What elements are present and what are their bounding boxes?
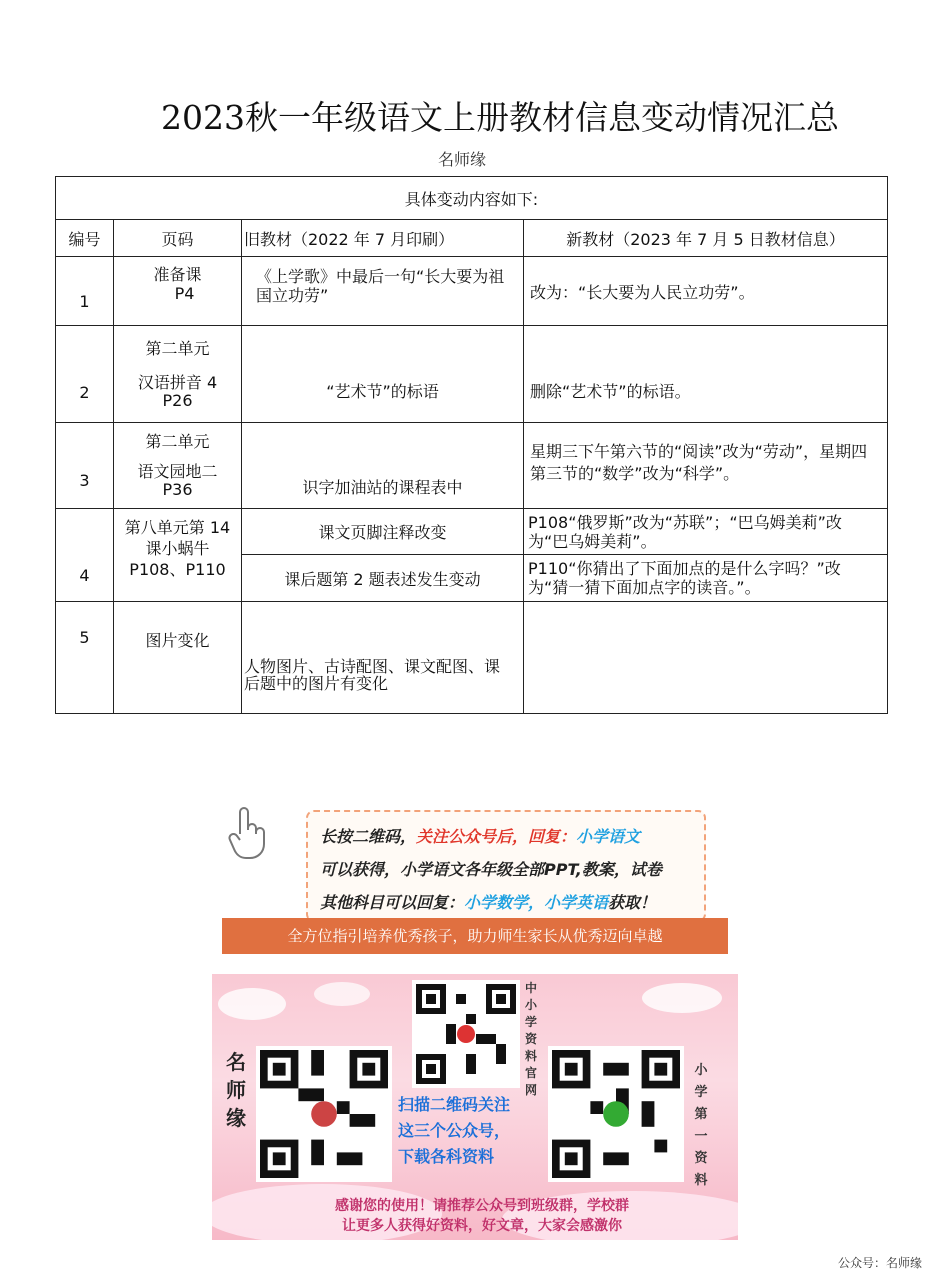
promo-bubble <box>306 810 706 922</box>
scan-instructions <box>398 1092 510 1170</box>
row-no: 3 <box>56 423 114 509</box>
row-page-line: 第二单元 <box>145 432 210 451</box>
row-page-line: P108、P110 <box>129 560 226 579</box>
row-old: 《上学歌》中最后一句“长大要为祖国立功劳” <box>242 257 524 326</box>
row-old: 课文页脚注释改变 <box>242 509 524 555</box>
header-old: 旧教材（2022 年 7 月印刷） <box>242 220 524 257</box>
changes-table <box>55 176 888 714</box>
header-no: 编号 <box>56 220 114 257</box>
row-new: 星期三下午第六节的“阅读”改为“劳动”，星期四第三节的“数学”改为“科学”。 <box>524 423 888 509</box>
thanks-line: 感谢您的使用！请推荐公众号到班级群，学校群 <box>335 1198 629 1214</box>
table-row <box>56 602 888 714</box>
row-page: 图片变化 <box>114 602 242 714</box>
qr-code-right[interactable] <box>548 1046 684 1182</box>
page-title: 2023秋一年级语文上册教材信息变动情况汇总 <box>161 98 839 137</box>
row-page-line: P26 <box>162 391 193 410</box>
row-page-line: 第八单元第 14 课小蜗牛 <box>124 518 231 558</box>
qr-icon <box>416 984 516 1084</box>
header-page: 页码 <box>114 220 242 257</box>
promo-line-1: 长按二维码，关注公众号后，回复：小学语文 <box>320 827 641 846</box>
row-page-line: P4 <box>174 284 195 303</box>
center-vertical-label: 中小学资料官网 <box>524 981 537 1097</box>
table-header-row <box>56 220 888 257</box>
row-old: 识字加油站的课程表中 <box>242 423 524 509</box>
scan-line: 这三个公众号， <box>398 1121 511 1140</box>
qr-icon <box>552 1050 680 1178</box>
row-new: 改为：“长大要为人民立功劳”。 <box>524 257 888 326</box>
table-row <box>56 326 888 423</box>
row-page-line: P36 <box>162 480 193 499</box>
pointing-hand-icon <box>226 804 270 862</box>
row-page-line: 第二单元 <box>145 339 210 358</box>
row-page <box>114 423 242 509</box>
row-page-line: 准备课 <box>153 265 202 284</box>
row-old: 人物图片、古诗配图、课文配图、课后题中的图片有变化 <box>242 602 524 714</box>
row-no: 4 <box>56 509 114 602</box>
promo-line-2: 可以获得，小学语文各年级全部PPT,教案，试卷 <box>320 860 662 879</box>
table-intro: 具体变动内容如下: <box>56 177 888 220</box>
table-row <box>56 257 888 326</box>
row-page-line: 汉语拼音 4 <box>137 373 218 392</box>
row-new: 删除“艺术节”的标语。 <box>524 326 888 423</box>
row-no: 1 <box>56 257 114 326</box>
thanks-line: 让更多人获得好资料，好文章，大家会感激你 <box>342 1218 622 1234</box>
row-old: “艺术节”的标语 <box>242 326 524 423</box>
row-no: 5 <box>56 602 114 714</box>
table-row <box>56 423 888 509</box>
right-label: 小学第一资料 <box>694 1063 708 1188</box>
row-page <box>114 257 242 326</box>
table-intro-row <box>56 177 888 220</box>
row-page <box>114 326 242 423</box>
row-old: 课后题第 2 题表述发生变动 <box>242 555 524 602</box>
row-page <box>114 509 242 602</box>
thanks-message <box>252 1196 712 1236</box>
page-subtitle: 名师缘 <box>438 150 487 169</box>
scan-line: 下载各科资料 <box>398 1147 495 1166</box>
promo-line-3: 其他科目可以回复：小学数学，小学英语获取！ <box>320 893 657 912</box>
row-new <box>524 602 888 714</box>
scan-line: 扫描二维码关注 <box>398 1095 511 1114</box>
left-label: 名师缘 <box>226 1050 246 1130</box>
row-no: 2 <box>56 326 114 423</box>
row-new: P110“你猜出了下面加点的是什么字吗？”改为“猜一猜下面加点字的读音。”。 <box>524 555 888 602</box>
qr-code-left[interactable] <box>256 1046 392 1182</box>
footer-note: 公众号：名师缘 <box>837 1256 922 1270</box>
qr-icon <box>260 1050 388 1178</box>
qr-panel <box>212 974 738 1240</box>
table-row <box>56 509 888 555</box>
row-new: P108“俄罗斯”改为“苏联”；“巴乌姆美莉”改为“巴乌姆美莉”。 <box>524 509 888 555</box>
promo-area <box>212 800 738 1240</box>
header-new: 新教材（2023 年 7 月 5 日教材信息） <box>524 220 888 257</box>
row-page-line: 语文园地二 <box>137 462 218 481</box>
promo-banner: 全方位指引培养优秀孩子，助力师生家长从优秀迈向卓越 <box>222 918 728 954</box>
qr-code-top[interactable] <box>412 980 520 1088</box>
